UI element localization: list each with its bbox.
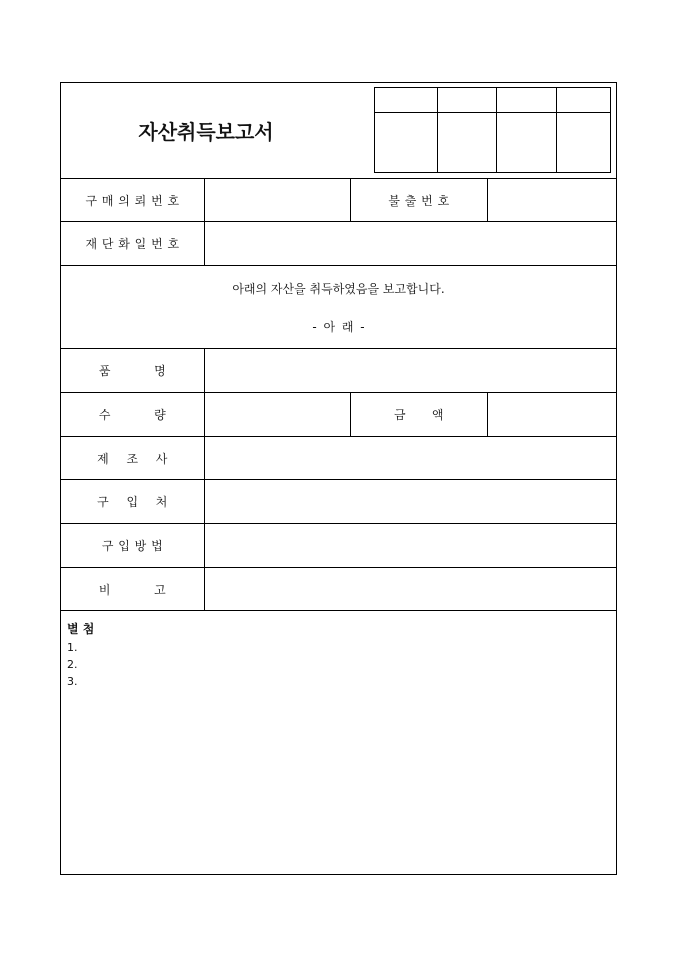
- approval-divider: [375, 112, 610, 113]
- row-purchase-request: [61, 179, 616, 222]
- label-item-name: 품 명: [61, 349, 205, 392]
- approval-stamp-box: [374, 87, 611, 173]
- field-quantity[interactable]: [205, 393, 351, 436]
- label-amount: 금 액: [351, 393, 488, 436]
- field-release-no[interactable]: [488, 179, 616, 221]
- field-item-name[interactable]: [205, 349, 616, 392]
- label-property-reg-no: 재 단 화 일 번 호: [61, 222, 205, 265]
- field-property-reg-no[interactable]: [205, 222, 616, 265]
- label-purchase-method: 구 입 방 법: [61, 524, 205, 567]
- row-vendor: [61, 480, 616, 524]
- row-notice: [61, 266, 616, 349]
- field-purchase-method[interactable]: [205, 524, 616, 567]
- label-quantity: 수 량: [61, 393, 205, 436]
- label-manufacturer: 제 조 사: [61, 437, 205, 479]
- attachments-heading: 별 첨: [67, 622, 95, 636]
- attachment-item: 2.: [67, 658, 78, 671]
- form-header: [61, 83, 616, 179]
- field-purchase-request-no[interactable]: [205, 179, 351, 221]
- asset-acquisition-report-form: [60, 82, 617, 875]
- notice-below-heading: - 아 래 -: [312, 320, 365, 334]
- field-vendor[interactable]: [205, 480, 616, 523]
- attachment-item: 1.: [67, 641, 78, 654]
- notice-text: 아래의 자산을 취득하였음을 보고합니다.: [232, 282, 445, 296]
- attachment-item: 3.: [67, 675, 78, 688]
- label-release-no: 불 출 번 호: [351, 179, 488, 221]
- row-item-name: [61, 349, 616, 393]
- label-remarks: 비 고: [61, 568, 205, 610]
- row-manufacturer: [61, 437, 616, 480]
- row-purchase-method: [61, 524, 616, 568]
- field-remarks[interactable]: [205, 568, 616, 610]
- row-property-reg: [61, 222, 616, 266]
- label-purchase-request-no: 구 매 의 뢰 번 호: [61, 179, 205, 221]
- approval-column-2: [437, 88, 497, 172]
- attachments-section: [61, 611, 616, 874]
- attachments-list: [67, 621, 94, 690]
- row-quantity-amount: [61, 393, 616, 437]
- approval-column-1: [375, 88, 438, 172]
- label-vendor: 구 입 처: [61, 480, 205, 523]
- approval-column-3: [496, 88, 557, 172]
- form-title: 자산취득보고서: [138, 120, 274, 144]
- field-manufacturer[interactable]: [205, 437, 616, 479]
- field-amount[interactable]: [488, 393, 616, 436]
- row-remarks: [61, 568, 616, 611]
